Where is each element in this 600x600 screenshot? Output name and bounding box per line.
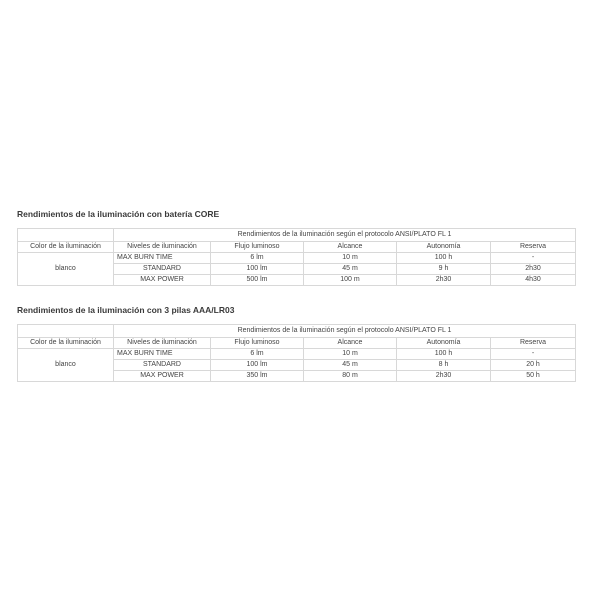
autonomy-cell: 100 h <box>397 253 491 264</box>
header-color: Color de la iluminación <box>18 242 114 253</box>
reserve-cell: - <box>491 253 576 264</box>
color-cell: blanco <box>18 253 114 286</box>
reserve-cell: 50 h <box>491 371 576 382</box>
color-cell: blanco <box>18 349 114 382</box>
flux-cell: 6 lm <box>211 349 304 360</box>
range-cell: 80 m <box>304 371 397 382</box>
range-cell: 45 m <box>304 264 397 275</box>
level-cell: MAX BURN TIME <box>114 349 211 360</box>
header-row <box>18 242 576 253</box>
table-row <box>18 349 576 360</box>
header-color: Color de la iluminación <box>18 338 114 349</box>
section-aaa-batteries <box>17 305 575 382</box>
range-cell: 45 m <box>304 360 397 371</box>
flux-cell: 100 lm <box>211 264 304 275</box>
header-reserve: Reserva <box>491 242 576 253</box>
autonomy-cell: 8 h <box>397 360 491 371</box>
protocol-row <box>18 325 576 338</box>
section-title: Rendimientos de la iluminación con batería CORE <box>17 209 220 219</box>
autonomy-cell: 2h30 <box>397 371 491 382</box>
autonomy-cell: 2h30 <box>397 275 491 286</box>
level-cell: MAX POWER <box>114 371 211 382</box>
flux-cell: 350 lm <box>211 371 304 382</box>
header-flux: Flujo luminoso <box>211 338 304 349</box>
autonomy-cell: 100 h <box>397 349 491 360</box>
header-flux: Flujo luminoso <box>211 242 304 253</box>
flux-cell: 6 lm <box>211 253 304 264</box>
reserve-cell: 2h30 <box>491 264 576 275</box>
header-range: Alcance <box>304 338 397 349</box>
performance-table <box>17 228 576 286</box>
protocol-caption: Rendimientos de la iluminación según el protocolo ANSI/PLATO FL 1 <box>114 229 576 242</box>
level-cell: MAX BURN TIME <box>114 253 211 264</box>
protocol-row <box>18 229 576 242</box>
level-cell: STANDARD <box>114 360 211 371</box>
flux-cell: 500 lm <box>211 275 304 286</box>
header-autonomy: Autonomía <box>397 338 491 349</box>
header-autonomy: Autonomía <box>397 242 491 253</box>
header-range: Alcance <box>304 242 397 253</box>
level-cell: STANDARD <box>114 264 211 275</box>
header-level: Niveles de iluminación <box>114 242 211 253</box>
reserve-cell: 20 h <box>491 360 576 371</box>
header-reserve: Reserva <box>491 338 576 349</box>
range-cell: 10 m <box>304 349 397 360</box>
level-cell: MAX POWER <box>114 275 211 286</box>
reserve-cell: 4h30 <box>491 275 576 286</box>
range-cell: 100 m <box>304 275 397 286</box>
header-level: Niveles de iluminación <box>114 338 211 349</box>
reserve-cell: - <box>491 349 576 360</box>
performance-table <box>17 324 576 382</box>
section-battery-core <box>17 209 575 286</box>
range-cell: 10 m <box>304 253 397 264</box>
section-title: Rendimientos de la iluminación con 3 pilas AAA/LR03 <box>17 305 235 315</box>
protocol-caption: Rendimientos de la iluminación según el protocolo ANSI/PLATO FL 1 <box>114 325 576 338</box>
header-row <box>18 338 576 349</box>
autonomy-cell: 9 h <box>397 264 491 275</box>
flux-cell: 100 lm <box>211 360 304 371</box>
table-row <box>18 253 576 264</box>
